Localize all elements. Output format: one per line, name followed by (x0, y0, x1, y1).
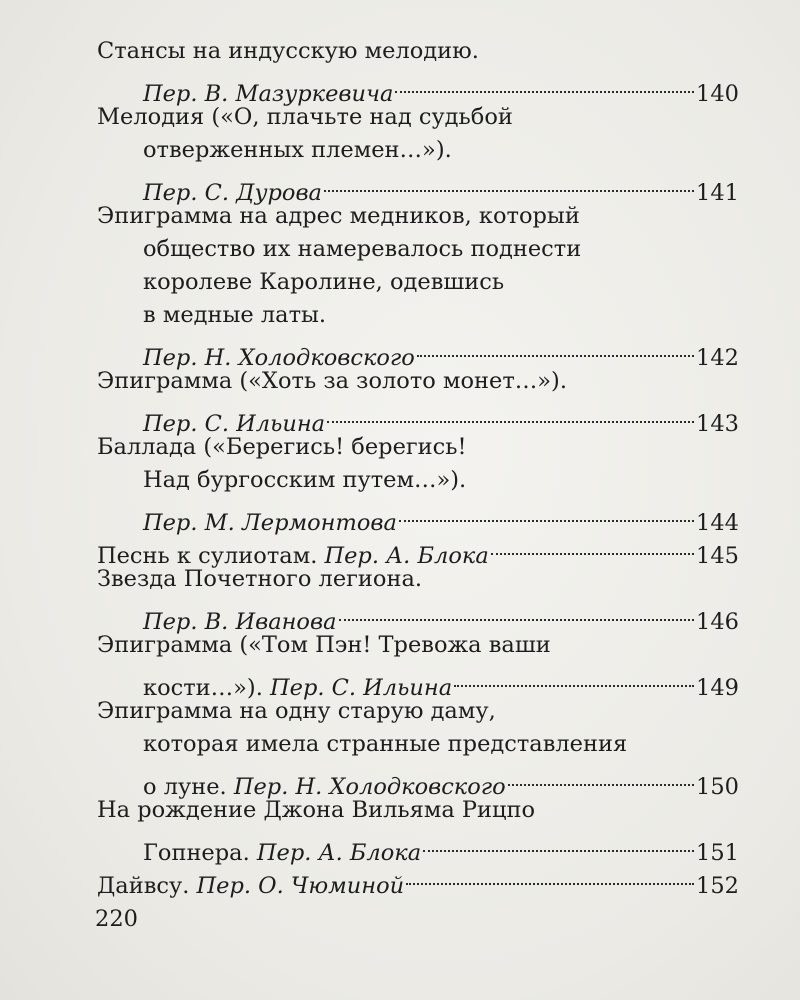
toc-entry (97, 431, 739, 536)
entry-title-continuation: о луне. (143, 774, 227, 800)
entry-translator: Пер. О. Чюминой (196, 873, 405, 899)
entry-title: Эпиграмма на адрес медников, который (97, 203, 580, 229)
entry-title-continuation: общество их намеревалось поднести (143, 236, 582, 262)
entry-page-number: 152 (696, 873, 739, 899)
entry-title: Баллада («Берегись! берегись! (97, 434, 467, 460)
entry-title-continuation: отверженных племен…»). (143, 137, 452, 163)
entry-title: Стансы на индусскую мелодию. (97, 38, 479, 64)
entry-page-number: 144 (696, 510, 739, 536)
entry-title: Эпиграмма на одну старую даму, (97, 698, 496, 724)
entry-page-number: 141 (696, 180, 739, 206)
entry-translator: Пер. Н. Холодковского (143, 345, 415, 371)
entry-title-continuation: Над бургосским путем…»). (143, 467, 467, 493)
entry-translator: Пер. М. Лермонтова (143, 510, 397, 536)
toc-entry (97, 101, 739, 206)
toc-entry (97, 695, 739, 800)
entry-translator: Пер. Н. Холодковского (233, 774, 506, 800)
dot-leader (339, 596, 695, 629)
entry-translator: Пер. С. Ильина (143, 411, 326, 437)
entry-translator: Пер. В. Мазуркевича (143, 81, 394, 107)
toc-entry (97, 35, 739, 107)
entry-title-continuation: которая имела странные представления (143, 731, 628, 757)
dot-leader (491, 530, 694, 563)
page-number: 220 (95, 906, 138, 932)
entry-translator: Пер. С. Дурова (143, 180, 322, 206)
dot-leader (454, 662, 694, 695)
entry-title: Звезда Почетного легиона. (97, 566, 423, 592)
entry-title-continuation: королеве Каролине, одевшись (143, 269, 505, 295)
entry-title: Мелодия («О, плачьте над судьбой (97, 104, 513, 130)
toc-entry (97, 200, 739, 371)
entry-title-continuation: Гопнера. (143, 840, 250, 866)
entry-title: Эпиграмма («Том Пэн! Тревожа ваши (97, 632, 551, 658)
entry-page-number: 146 (696, 609, 739, 635)
dot-leader (508, 761, 694, 794)
entry-title: Песнь к сулиотам. (97, 543, 318, 569)
entry-page-number: 142 (696, 345, 739, 371)
entry-translator: Пер. С. Ильина (270, 675, 453, 701)
entry-translator: Пер. В. Иванова (143, 609, 337, 635)
toc-entry (97, 794, 739, 866)
dot-leader (324, 167, 694, 200)
toc-entry (97, 629, 739, 701)
entry-page-number: 140 (696, 81, 739, 107)
entry-page-number: 150 (696, 774, 739, 800)
entry-page-number: 151 (696, 840, 739, 866)
entry-page-number: 149 (696, 675, 739, 701)
entry-title-continuation: в медные латы. (143, 302, 327, 328)
entry-page-number: 145 (696, 543, 739, 569)
dot-leader (417, 332, 694, 365)
dot-leader (406, 860, 694, 893)
entry-title: Эпиграмма («Хоть за золото монет…»). (97, 368, 567, 394)
entry-title-continuation: кости…»). (143, 675, 263, 701)
toc-entry (97, 563, 739, 635)
dot-leader (327, 398, 694, 431)
entry-translator: Пер. А. Блока (256, 840, 422, 866)
entry-title: На рождение Джона Вильяма Рицпо (97, 797, 536, 823)
toc-entry (97, 365, 739, 437)
entry-title: Дайвсу. (97, 873, 190, 899)
dot-leader (423, 827, 694, 860)
entry-page-number: 143 (696, 411, 739, 437)
dot-leader (395, 68, 694, 101)
dot-leader (399, 497, 694, 530)
table-of-contents (97, 35, 739, 899)
entry-translator: Пер. А. Блока (324, 543, 489, 569)
